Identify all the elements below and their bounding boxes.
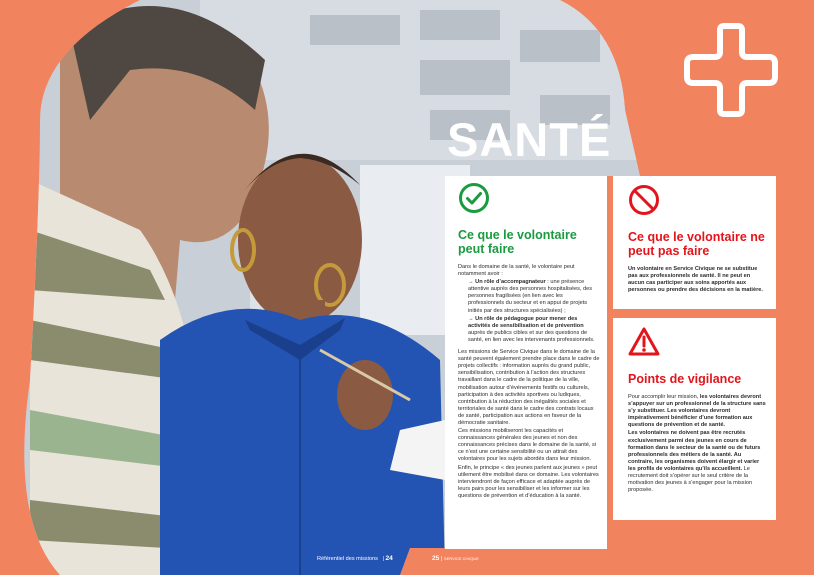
footer-left: Référentiel des missions | 24 xyxy=(317,555,393,562)
vigilance-body xyxy=(628,394,768,494)
can-do-heading: Ce que le volontaire peut faire xyxy=(458,228,577,256)
role-accompagnateur xyxy=(458,279,600,314)
role1-text: : une présence attentive auprès des personnes hospitalisées, des personnes fragilisées (en lien avec les professionnels du secteur et en appui de projets initiés par des structures spécialisées) ; xyxy=(468,279,593,314)
check-circle-icon xyxy=(458,182,490,214)
footer-left-label: Référentiel des missions xyxy=(317,556,378,562)
vigilance-b2: Les volontaires ne doivent pas être recrutés exclusivement parmi des jeunes en cours de formation dans le secteur de la santé ou de futurs professionnels des métiers de la santé. Au contraire, les organismes doivent élargir et varier les profils de volontaires qu’ils accueillent. xyxy=(628,430,761,472)
vigilance-para2 xyxy=(628,430,768,494)
footer-right: 25 | SERVICE CIVIQUE xyxy=(432,555,479,562)
vigilance-t2: Le recrutement doit s’opérer sur le seul critère de la motivation des jeunes à s’engager pour la mission proposée. xyxy=(628,465,753,494)
footer-right-page: 25 xyxy=(432,555,440,562)
vigilance-heading: Points de vigilance xyxy=(628,372,742,386)
can-do-para1: Les missions de Service Civique dans le domaine de la santé peuvent également prendre place dans le cadre de projets collectifs : information auprès du grand public, sensibilisation, contribution à l’action des structures travaillant dans le cadre de la politique de la ville, mobilisation autour d’événements festifs ou culturels, participation à des activités sportives ou ludiques, contribution à la réduction des inégalités sociales et territoriales de santé dans le cadre des contrats locaux de santé, participation aux actions en faveur de la démocratie sanitaire. xyxy=(458,349,600,426)
no-entry-icon xyxy=(628,184,660,216)
vigilance-card xyxy=(613,318,776,520)
role2-label: → Un rôle de pédagogue pour mener des activités de sensibilisation et de prévention xyxy=(468,315,584,329)
page-title: SANTÉ xyxy=(447,113,612,166)
cannot-do-text: Un volontaire en Service Civique ne se substitue pas aux professionnels de santé. Il ne peut en aucun cas participer aux soins apportés aux personnes ou prendre des décisions en la matière. xyxy=(628,266,763,294)
cannot-do-heading: Ce que le volontaire ne peut pas faire xyxy=(628,230,765,258)
role2-text: auprès de publics cibles et sur des questions de santé, en lien avec les intervenants professionnels. xyxy=(468,329,595,343)
can-do-para3: Enfin, le principe « des jeunes parlent aux jeunes » peut utilement être mobilisé dans ce domaine. Les volontaires interviendront de façon efficace et adaptée auprès de leurs pairs pour les sensibiliser et les informer sur les questions de prévention et d’éducation à la santé. xyxy=(458,464,599,499)
footer-left-page: 24 xyxy=(385,555,393,562)
vigilance-t1: Pour accomplir leur mission, xyxy=(628,394,700,400)
can-do-para2: Ces missions mobiliseront les capacités et connaissances générales des jeunes et non des connaissances précises dans le domaine de la santé, si ce n’est une certaine sensibilité ou un attrait des volontaires pour les sujets abordés dans leur mission. xyxy=(458,428,597,463)
warning-triangle-icon xyxy=(628,326,660,358)
footer-right-label: SERVICE CIVIQUE xyxy=(443,556,479,561)
cannot-do-card xyxy=(613,176,776,309)
can-do-body xyxy=(458,264,600,500)
role-pedagogue xyxy=(458,316,600,344)
vigilance-b1: les volontaires devront s’appuyer sur un professionnel de la structure sans s’y substituer. Les volontaires devront impérativement bénéficier d’une formation aux questions de prévention et de santé. xyxy=(628,394,766,429)
can-do-intro: Dans le domaine de la santé, le volontaire peut notamment avoir : xyxy=(458,264,575,278)
can-do-card xyxy=(445,176,607,549)
cross-outline-icon xyxy=(683,22,779,118)
vigilance-para1 xyxy=(628,394,768,429)
role1-label: → Un rôle d’accompagnateur xyxy=(468,279,546,286)
